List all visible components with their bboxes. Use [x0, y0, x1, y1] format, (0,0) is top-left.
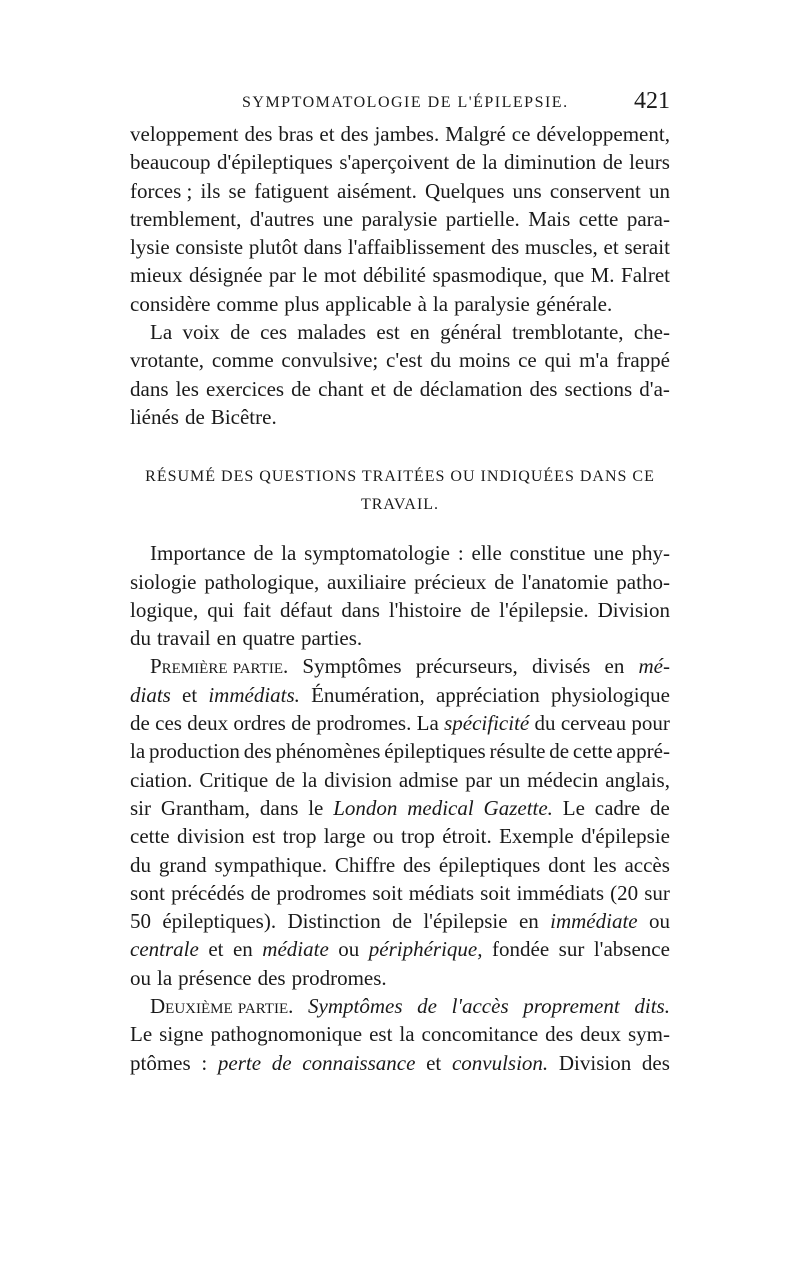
word: production — [148, 739, 240, 764]
word: consiste — [175, 235, 244, 260]
word: de — [549, 739, 570, 764]
word: symptomatologie — [304, 541, 450, 566]
page-body — [130, 120, 670, 1077]
word: sections — [564, 376, 633, 401]
text-line — [130, 290, 670, 318]
word: des — [491, 235, 520, 260]
text-line — [130, 346, 670, 374]
word: précieux — [414, 569, 487, 594]
word: s'aperçoivent — [339, 150, 450, 175]
word: phénomènes — [275, 739, 381, 764]
word: : — [457, 541, 464, 566]
word: médiate — [262, 937, 329, 962]
page-number: 421 — [634, 88, 670, 114]
word: les — [175, 376, 199, 401]
word: présence — [178, 965, 252, 990]
word: m'a — [579, 348, 609, 373]
word: cette — [578, 206, 619, 231]
word: les — [593, 852, 617, 877]
word: Critique — [199, 767, 269, 792]
text-line — [130, 964, 670, 992]
word: phy- — [631, 541, 670, 566]
word: Exemple — [499, 824, 574, 849]
word: ces — [260, 320, 287, 345]
text-line — [130, 624, 670, 652]
word: le — [308, 795, 324, 820]
word: sym- — [627, 1022, 670, 1047]
text-line — [130, 375, 670, 403]
word: l'absence — [593, 937, 670, 962]
word: un — [649, 178, 670, 203]
word: pathologique, — [204, 569, 320, 594]
word: perte — [217, 1050, 262, 1075]
word: de — [650, 795, 670, 820]
word: immédiate — [550, 909, 638, 934]
word: est — [251, 824, 276, 849]
word: épileptiques). — [162, 909, 277, 934]
word: Mais — [528, 206, 571, 231]
word: plus — [284, 291, 320, 316]
word: lysie — [130, 235, 170, 260]
section-heading — [130, 463, 670, 519]
word: paralysie — [454, 291, 530, 316]
word: muscles, — [524, 235, 598, 260]
text-line — [130, 1020, 670, 1048]
text-line — [130, 681, 670, 709]
word: des — [545, 1022, 574, 1047]
word: fatiguent — [254, 178, 329, 203]
word: du — [534, 711, 556, 736]
text-line — [130, 120, 670, 148]
word: admise — [398, 767, 459, 792]
word: la — [130, 739, 146, 764]
word: para- — [626, 206, 670, 231]
word: c'est — [386, 348, 423, 373]
word: et — [319, 122, 335, 146]
word: sir — [130, 795, 151, 820]
word: (20 — [610, 880, 639, 905]
text-line — [130, 318, 670, 346]
word: épileptiques — [438, 852, 541, 877]
word: par — [268, 263, 296, 288]
section-heading-line-1: RÉSUMÉ DES QUESTIONS TRAITÉES OU INDIQUÉES DANS CE — [145, 468, 655, 486]
word: l'affaiblissement — [347, 235, 486, 260]
word: elle — [471, 541, 502, 566]
word: ou — [130, 965, 151, 990]
text-line — [130, 539, 670, 567]
part-one-lead: Première partie. — [150, 654, 289, 679]
text-line — [130, 596, 670, 624]
word: chant — [318, 376, 364, 401]
word: Chiffre — [334, 852, 396, 877]
word: ces — [155, 711, 182, 736]
word: immédiats. — [208, 682, 300, 707]
word: liénés — [130, 404, 179, 429]
text-line — [130, 177, 670, 205]
word: prodromes. — [291, 965, 387, 990]
word: de — [455, 150, 476, 175]
word: Bicêtre. — [210, 404, 277, 429]
word: tremblement, — [130, 206, 242, 231]
word: concomitance — [421, 1022, 539, 1047]
word: fait — [243, 597, 271, 622]
word: anglais, — [605, 767, 670, 792]
word: désignée — [188, 263, 263, 288]
word: dits. — [634, 994, 670, 1019]
word: pour — [631, 711, 670, 736]
text-line — [130, 822, 670, 850]
word: de — [130, 711, 150, 736]
word: des — [244, 122, 273, 146]
word: précurseurs, — [415, 654, 518, 679]
word: de — [417, 994, 437, 1019]
word: le — [302, 263, 318, 288]
word: patho- — [616, 569, 670, 594]
word: appré- — [616, 739, 670, 764]
word: convulsion. — [451, 1050, 549, 1075]
text-line — [130, 403, 670, 431]
word: en — [232, 937, 253, 962]
word: résulte — [489, 739, 546, 764]
word: voix — [182, 320, 220, 345]
word: en — [216, 626, 237, 651]
word: ciation. — [130, 767, 193, 792]
word: medical — [407, 795, 474, 820]
word: développement, — [536, 122, 670, 146]
word: jambes. — [374, 122, 440, 146]
word: cette — [572, 739, 613, 764]
word: quatre — [242, 626, 295, 651]
word: qui — [207, 597, 235, 622]
word: l'histoire — [388, 597, 462, 622]
word: que — [553, 263, 585, 288]
word: défaut — [279, 597, 333, 622]
word: par — [465, 767, 493, 792]
word: constitue — [509, 541, 586, 566]
word: divisés — [531, 654, 591, 679]
word: en — [409, 320, 430, 345]
word: dans — [130, 376, 169, 401]
word: de — [470, 597, 491, 622]
word: en — [518, 909, 539, 934]
spacer — [130, 431, 670, 463]
word: de — [392, 376, 413, 401]
word: considère — [130, 291, 211, 316]
word: La — [150, 320, 173, 345]
section-heading-line-2: TRAVAIL. — [360, 496, 440, 514]
word: d'épileptiques — [217, 150, 333, 175]
word: la — [302, 767, 318, 792]
word: comme — [216, 291, 279, 316]
word: bras — [278, 122, 314, 146]
word: des — [257, 965, 286, 990]
word: Le — [562, 795, 585, 820]
word: de — [602, 150, 623, 175]
word: immédiats — [516, 880, 605, 905]
word: la — [281, 541, 297, 566]
word: épileptiques — [384, 739, 486, 764]
word: l'accès — [451, 994, 509, 1019]
word: Importance — [150, 541, 246, 566]
text-line — [130, 851, 670, 879]
word: est — [376, 320, 400, 345]
word: physiologique — [550, 682, 670, 707]
word: de — [291, 376, 311, 401]
word: de — [230, 320, 250, 345]
word: conservent — [549, 178, 641, 203]
word: frappé — [616, 348, 670, 373]
word: diats — [130, 682, 171, 707]
text-line — [130, 766, 670, 794]
word: des — [529, 376, 558, 401]
word: ordres — [233, 711, 286, 736]
word: beaucoup — [130, 150, 211, 175]
word: et — [603, 235, 619, 260]
word: dans — [259, 795, 299, 820]
text-line — [130, 992, 670, 1020]
word: et — [426, 1050, 442, 1075]
word: partielle. — [445, 206, 520, 231]
word: de — [494, 569, 515, 594]
word: sympathique. — [214, 852, 328, 877]
word: ou — [338, 937, 360, 962]
word: périphérique, — [368, 937, 483, 962]
word: ce — [518, 348, 537, 373]
word: une — [593, 541, 624, 566]
word: de — [275, 767, 296, 792]
word: sont — [130, 880, 166, 905]
text-line — [130, 907, 670, 935]
word: des — [402, 852, 431, 877]
word: diminution — [503, 150, 597, 175]
word: des — [340, 122, 369, 146]
text-line — [130, 652, 670, 680]
text-line — [130, 1049, 670, 1077]
word: mé- — [638, 654, 670, 679]
word: che- — [633, 320, 670, 345]
text-line — [130, 205, 670, 233]
word: connaissance — [302, 1050, 416, 1075]
word: Symptômes — [308, 994, 403, 1019]
word: soit — [480, 880, 511, 905]
text-line — [130, 233, 670, 261]
word: sur — [558, 937, 585, 962]
text-line — [130, 794, 670, 822]
word: du — [130, 852, 151, 877]
word: aisément. — [337, 178, 417, 203]
word: applicable — [325, 291, 412, 316]
word: médecin — [527, 767, 599, 792]
word: parties. — [300, 626, 363, 651]
word: Symptômes — [302, 654, 402, 679]
word: général — [440, 320, 502, 345]
word: l'épilepsie — [423, 909, 508, 934]
word: de — [253, 541, 274, 566]
part-two-lead: Deuxième partie. — [150, 994, 294, 1019]
word: Division — [597, 597, 670, 622]
word: Division — [558, 1050, 632, 1075]
word: comme — [211, 348, 274, 373]
word: centrale — [130, 937, 199, 962]
word: des — [641, 1050, 670, 1075]
word: cerveau — [560, 711, 627, 736]
word: sur — [644, 880, 670, 905]
word: siologie — [130, 569, 197, 594]
word: à — [417, 291, 427, 316]
word: soit — [372, 880, 403, 905]
word: prodromes — [276, 880, 367, 905]
word: médiats — [408, 880, 475, 905]
word: une — [322, 206, 354, 231]
word: débilité — [362, 263, 426, 288]
word: précédés — [171, 880, 245, 905]
word: tremblotante, — [512, 320, 624, 345]
word: pathognomonique — [210, 1022, 363, 1047]
word: d'a- — [639, 376, 670, 401]
word: la — [157, 965, 173, 990]
word: serait — [624, 235, 670, 260]
word: ou — [372, 824, 394, 849]
word: malades — [297, 320, 367, 345]
word: spécificité — [444, 711, 530, 736]
word: La — [416, 711, 439, 736]
word: cette — [130, 824, 170, 849]
word: division — [176, 824, 245, 849]
word: vrotante, — [130, 348, 205, 373]
word: dans — [341, 597, 380, 622]
word: appréciation — [435, 682, 540, 707]
word: prodromes. — [316, 711, 412, 736]
word: en — [604, 654, 625, 679]
word: dont — [548, 852, 586, 877]
word: et — [370, 376, 386, 401]
word: dans — [303, 235, 343, 260]
text-line — [130, 261, 670, 289]
word: ce — [511, 122, 531, 146]
word: Malgré — [445, 122, 506, 146]
word: cadre — [594, 795, 641, 820]
running-title: SYMPTOMATOLOGIE DE L'ÉPILEPSIE. — [242, 94, 569, 111]
word: se — [228, 178, 247, 203]
word: d'autres — [249, 206, 315, 231]
text-line — [130, 148, 670, 176]
word: Falret — [621, 263, 670, 288]
word: du — [130, 626, 151, 651]
word: mot — [323, 263, 357, 288]
word: de — [184, 404, 205, 429]
word: est — [369, 1022, 393, 1047]
word: un — [499, 767, 521, 792]
text-line — [130, 879, 670, 907]
word: fondée — [492, 937, 550, 962]
spacer — [130, 519, 670, 539]
word: deux — [187, 711, 229, 736]
word: accès — [624, 852, 670, 877]
word: travail — [157, 626, 211, 651]
word: de — [291, 711, 311, 736]
word: convulsive; — [281, 348, 379, 373]
word: ils — [200, 178, 221, 203]
word: ptômes — [130, 1050, 191, 1075]
word: des — [243, 739, 272, 764]
word: plutôt — [248, 235, 298, 260]
word: étroit. — [442, 824, 492, 849]
word: Quelques — [425, 178, 505, 203]
word: Énumération, — [311, 682, 425, 707]
word: la — [482, 150, 498, 175]
word: Le — [130, 1022, 153, 1047]
word: forces ; — [130, 178, 193, 203]
word: la — [399, 1022, 415, 1047]
word: paralysie — [361, 206, 438, 231]
word: mieux — [130, 263, 183, 288]
word: spasmodique, — [432, 263, 548, 288]
word: veloppement — [130, 122, 239, 146]
word: moins — [458, 348, 511, 373]
word: deux — [580, 1022, 621, 1047]
word: M. — [590, 263, 615, 288]
word: large — [323, 824, 366, 849]
word: qui — [544, 348, 572, 373]
word: de — [271, 1050, 292, 1075]
word: générale. — [535, 291, 613, 316]
word: la — [432, 291, 449, 316]
word: London — [333, 795, 398, 820]
word: uns — [512, 178, 542, 203]
word: division — [324, 767, 392, 792]
word: signe — [159, 1022, 204, 1047]
word: Grantham, — [160, 795, 251, 820]
word: trop — [282, 824, 317, 849]
word: du — [430, 348, 452, 373]
word: exercices — [205, 376, 285, 401]
word: proprement — [523, 994, 620, 1019]
word: de — [392, 909, 412, 934]
word: et — [208, 937, 224, 962]
word: l'épilepsie. — [499, 597, 589, 622]
text-line — [130, 737, 670, 765]
running-head — [130, 88, 670, 118]
text-line — [130, 935, 670, 963]
word: d'épilepsie — [581, 824, 670, 849]
word: leurs — [629, 150, 670, 175]
word: déclamation — [419, 376, 523, 401]
word: de — [250, 880, 271, 905]
word: logique, — [130, 597, 199, 622]
word: grand — [158, 852, 207, 877]
word: 50 — [130, 909, 151, 934]
text-line — [130, 709, 670, 737]
word: ou — [648, 909, 670, 934]
text-line — [130, 568, 670, 596]
word: l'anatomie — [521, 569, 609, 594]
word: trop — [401, 824, 435, 849]
word: et — [182, 682, 198, 707]
word: Gazette. — [483, 795, 553, 820]
word: Distinction — [287, 909, 381, 934]
word: auxiliaire — [327, 569, 407, 594]
word: : — [201, 1050, 208, 1075]
